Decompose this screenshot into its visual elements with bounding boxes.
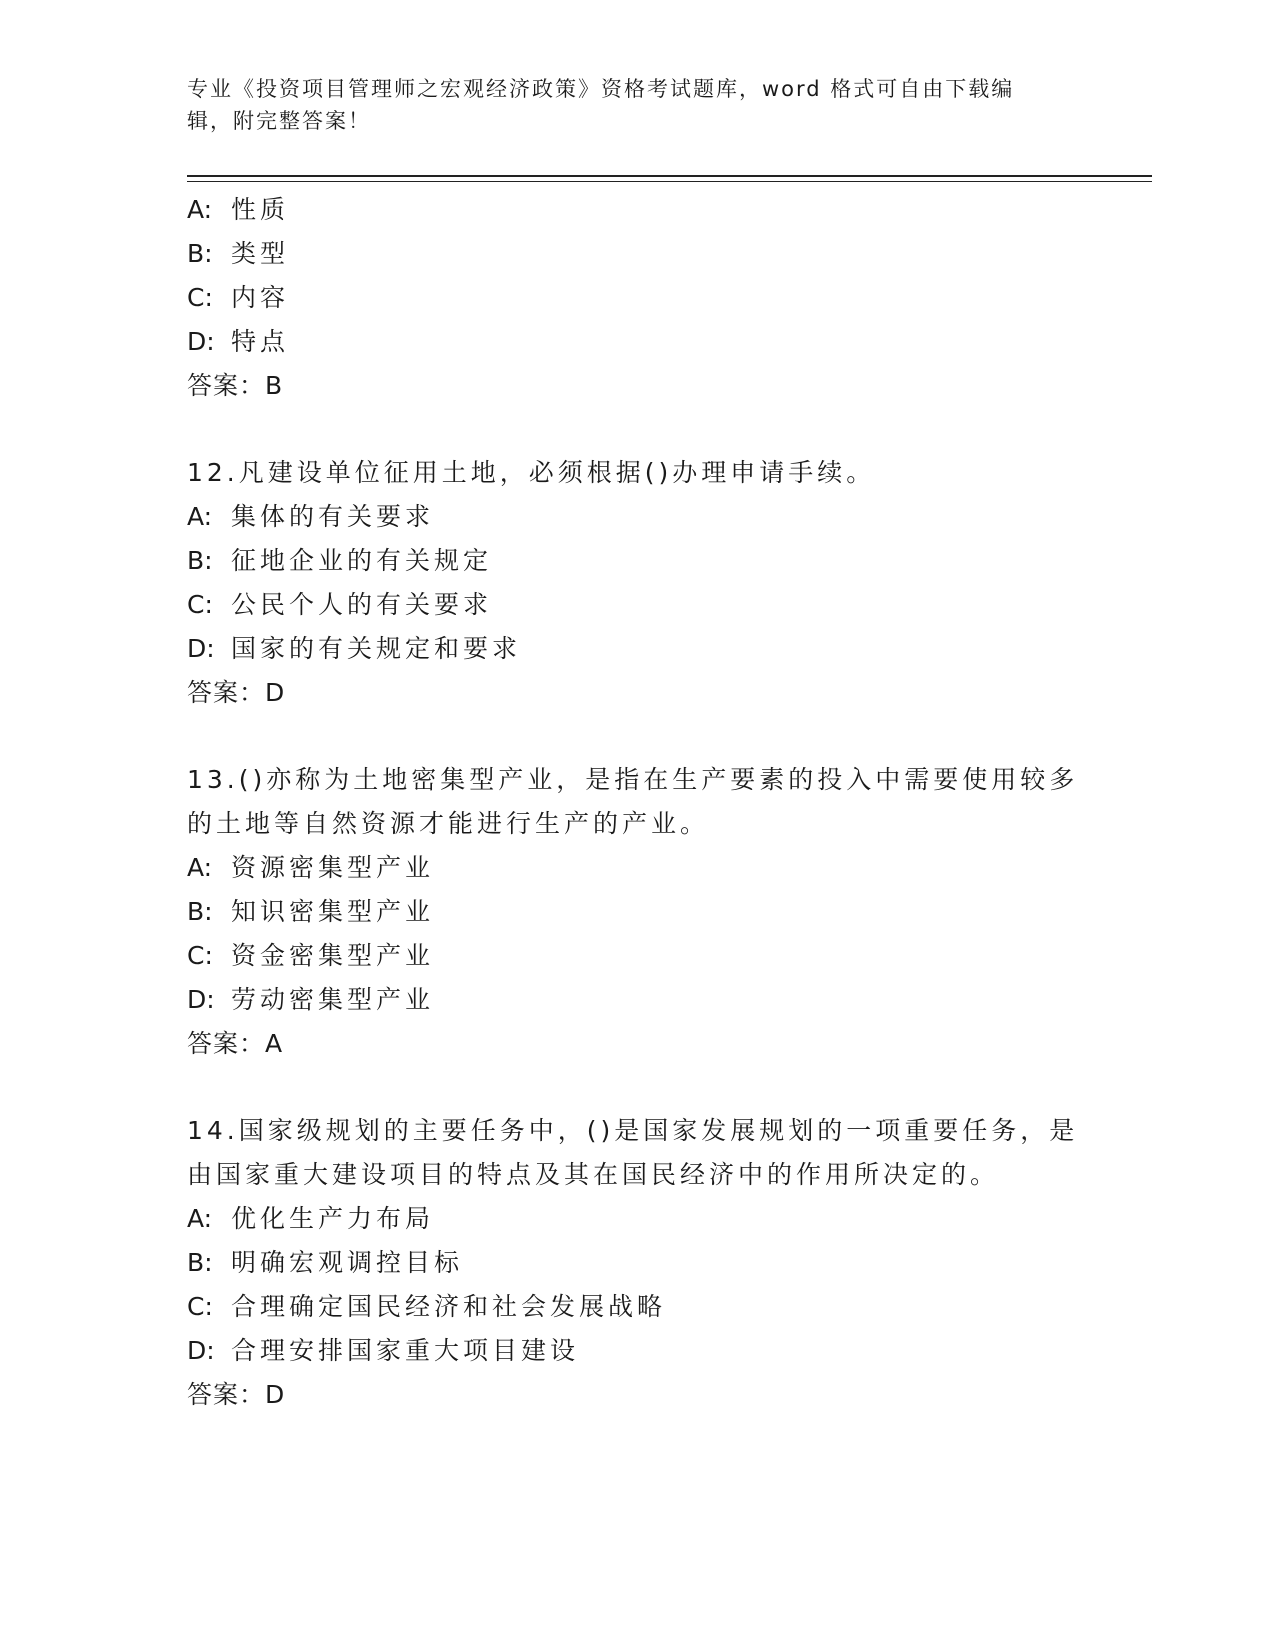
prev-option-b [187,237,289,271]
option-label: B: [187,897,213,926]
q13-option-d [187,983,434,1017]
option-label: C: [187,590,213,619]
prev-option-a [187,193,289,227]
q14-option-a [187,1202,434,1236]
option-label: A: [187,502,213,531]
option-label: C: [187,1292,213,1321]
option-label: A: [187,853,213,882]
option-text: 知识密集型产业 [231,897,435,926]
option-text: 内容 [231,283,290,312]
option-label: C: [187,941,213,970]
q14-option-c [187,1290,666,1324]
option-label: D: [187,985,215,1014]
option-label: C: [187,283,213,312]
question-12-stem: 12.凡建设单位征用土地，必须根据()办理申请手续。 [187,458,876,487]
q13-answer [187,1027,283,1061]
answer-label: 答案： [187,1380,266,1409]
q13-option-a [187,851,434,885]
prev-option-d [187,325,289,359]
option-label: A: [187,195,213,224]
q14-option-d [187,1334,579,1368]
option-text: 资源密集型产业 [231,853,435,882]
option-label: A: [187,1204,213,1233]
question-14-stem-line-2: 由国家重大建设项目的特点及其在国民经济中的作用所决定的。 [187,1160,1000,1189]
option-text: 劳动密集型产业 [231,985,435,1014]
q12-option-b [187,544,492,578]
q12-answer [187,676,285,710]
option-label: D: [187,1336,215,1365]
option-text: 合理安排国家重大项目建设 [231,1336,580,1365]
option-text: 特点 [231,327,290,356]
document-header [187,73,1067,137]
q12-option-c [187,588,492,622]
answer-value: A [265,1029,284,1058]
question-14-stem-line-1: 14.国家级规划的主要任务中，()是国家发展规划的一项重要任务，是 [187,1116,1079,1145]
option-label: D: [187,327,215,356]
option-label: B: [187,1248,213,1277]
option-text: 合理确定国民经济和社会发展战略 [231,1292,667,1321]
option-text: 公民个人的有关要求 [231,590,493,619]
answer-label: 答案： [187,371,266,400]
q13-option-c [187,939,434,973]
option-text: 性质 [231,195,290,224]
q14-option-b [187,1246,463,1280]
prev-option-c [187,281,289,315]
header-rule [187,175,1152,177]
question-13-stem-line-1: 13.()亦称为土地密集型产业，是指在生产要素的投入中需要使用较多 [187,765,1079,794]
q14-answer [187,1378,285,1412]
answer-label: 答案： [187,1029,266,1058]
option-text: 类型 [231,239,290,268]
option-text: 集体的有关要求 [231,502,435,531]
option-text: 明确宏观调控目标 [231,1248,464,1277]
q13-option-b [187,895,434,929]
q12-option-a [187,500,434,534]
answer-label: 答案： [187,678,266,707]
answer-value: B [265,371,284,400]
answer-value: D [265,678,286,707]
option-text: 优化生产力布局 [231,1204,435,1233]
option-text: 征地企业的有关规定 [231,546,493,575]
prev-answer [187,369,283,403]
header-line-2: 辑，附完整答案！ [187,109,371,133]
answer-value: D [265,1380,286,1409]
header-line-1: 专业《投资项目管理师之宏观经济政策》资格考试题库，word 格式可自由下载编 [187,77,1015,101]
q12-option-d [187,632,521,666]
header-rule-thin [187,181,1152,182]
option-text: 资金密集型产业 [231,941,435,970]
option-label: D: [187,634,215,663]
option-label: B: [187,546,213,575]
option-label: B: [187,239,213,268]
question-13-stem-line-2: 的土地等自然资源才能进行生产的产业。 [187,809,710,838]
option-text: 国家的有关规定和要求 [231,634,522,663]
